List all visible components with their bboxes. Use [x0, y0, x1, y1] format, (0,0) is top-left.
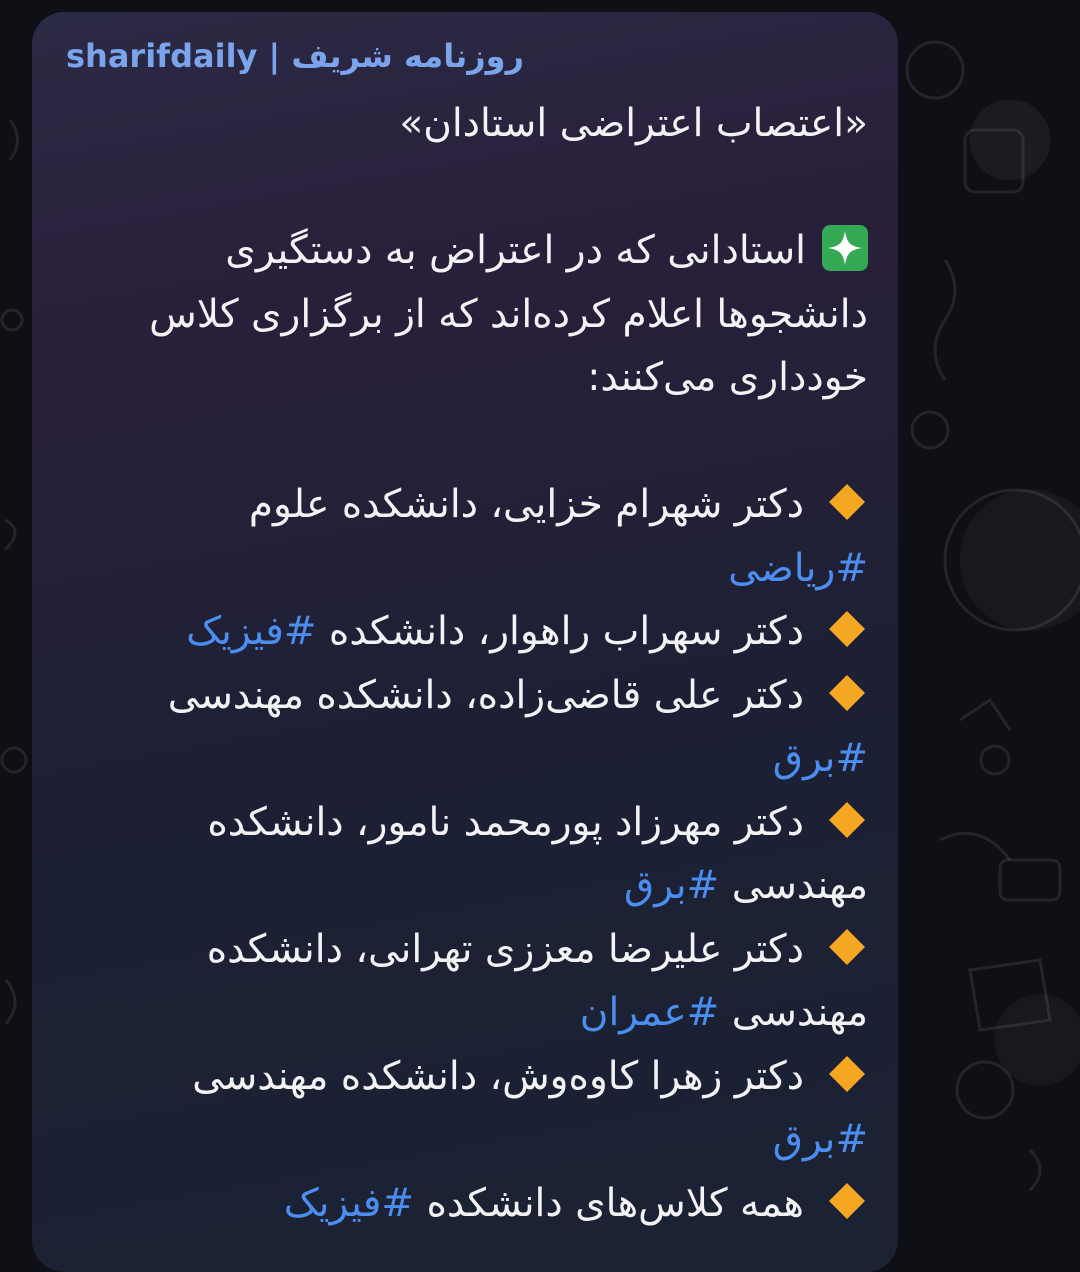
list-item — [66, 600, 868, 664]
orange-diamond-icon — [826, 481, 868, 523]
sparkles-emoji-icon — [822, 225, 868, 271]
item-text: مهندسی — [731, 863, 868, 908]
item-text: دکتر علی قاضی‌زاده، دانشکده مهندسی — [167, 672, 804, 718]
item-continuation — [66, 537, 868, 601]
orange-diamond-icon — [826, 926, 868, 968]
message-title: «اعتصاب اعتراضی استادان» — [399, 101, 868, 146]
list-item — [66, 918, 868, 982]
item-continuation — [66, 854, 868, 918]
orange-diamond-icon — [826, 672, 868, 714]
intro-text: استادانی که در اعتراض به دستگیری — [225, 228, 806, 273]
item-text: دکتر علیرضا معززی تهرانی، دانشکده — [206, 926, 804, 972]
intro-line-2: دانشجوها اعلام کرده‌اند که از برگزاری کلاس — [149, 291, 868, 337]
blank-line — [66, 156, 868, 220]
list-item — [66, 791, 868, 855]
list-item — [66, 1172, 868, 1236]
orange-diamond-icon — [826, 1180, 868, 1222]
channel-name[interactable]: sharifdaily | روزنامه شریف — [66, 37, 524, 75]
item-continuation — [66, 981, 868, 1045]
intro-line-1 — [66, 219, 868, 283]
message-text — [66, 92, 868, 1235]
hashtag-link[interactable]: #ریاضی — [728, 545, 868, 591]
item-text: دکتر زهرا کاوه‌وش، دانشکده مهندسی — [192, 1053, 804, 1099]
hashtag-link[interactable]: #برق — [623, 863, 720, 908]
orange-diamond-icon — [826, 1053, 868, 1095]
hashtag-link[interactable]: #برق — [772, 1117, 868, 1162]
item-text: مهندسی — [731, 990, 868, 1035]
orange-diamond-icon — [826, 799, 868, 841]
list-item — [66, 473, 868, 537]
list-item — [66, 1045, 868, 1109]
hashtag-link[interactable]: #فیزیک — [283, 1180, 415, 1226]
hashtag-link[interactable]: #برق — [772, 736, 868, 781]
item-continuation — [66, 727, 868, 791]
item-continuation — [66, 1108, 868, 1172]
hashtag-link[interactable]: #فیزیک — [186, 609, 317, 654]
item-text: همه کلاس‌های دانشکده — [426, 1180, 804, 1226]
item-text: دکتر سهراب راهوار، دانشکده — [328, 609, 804, 654]
message-bubble — [32, 12, 898, 1272]
list-item — [66, 664, 868, 728]
orange-diamond-icon — [826, 608, 868, 650]
intro-line-3: خودداری می‌کنند: — [587, 355, 868, 400]
hashtag-link[interactable]: #عمران — [579, 990, 720, 1035]
blank-line — [66, 410, 868, 474]
item-text: دکتر شهرام خزایی، دانشکده علوم — [248, 482, 804, 527]
item-text: دکتر مهرزاد پورمحمد نامور، دانشکده — [207, 799, 804, 845]
